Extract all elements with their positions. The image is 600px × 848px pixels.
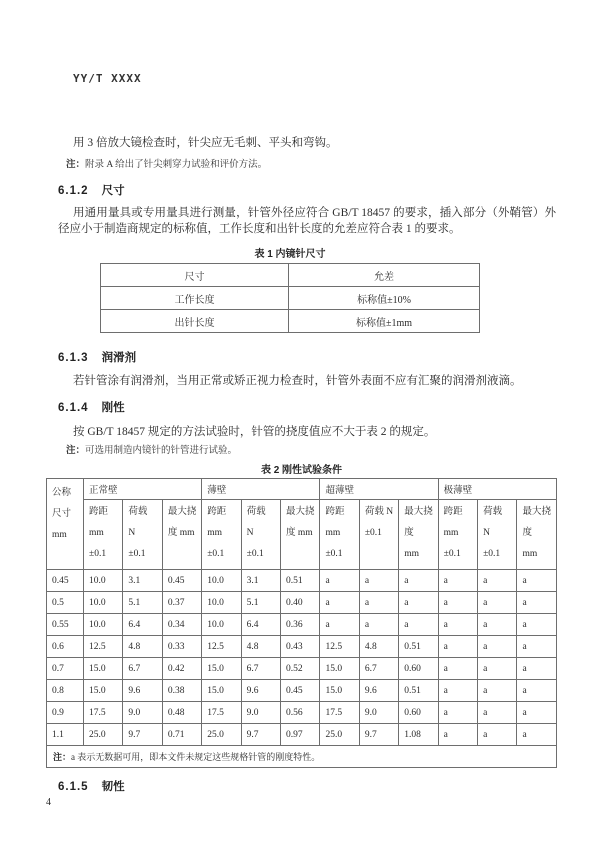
table2-cell: 12.5 <box>202 636 241 658</box>
note-prefix: 注： <box>66 445 86 456</box>
table2-group-header: 极薄壁 <box>438 479 556 500</box>
table2-cell: 3.1 <box>241 570 280 592</box>
table2-cell: 10.0 <box>202 570 241 592</box>
table2-cell: 6.4 <box>123 614 162 636</box>
header-line: 最大挠 <box>404 507 433 517</box>
table2-subheader-cell <box>84 500 123 570</box>
table2-cell: 5.1 <box>123 592 162 614</box>
table2-cell: a <box>478 702 517 724</box>
table2-cell: a <box>438 702 477 724</box>
intro-paragraph: 用 3 倍放大镜检查时，针尖应无毛刺、平头和弯钩。 <box>73 137 338 149</box>
table2-cell: 10.0 <box>84 592 123 614</box>
table1-cell: 标称值±10% <box>289 287 480 310</box>
table2-cell: 25.0 <box>202 724 241 746</box>
section-title: 刚性 <box>101 402 125 414</box>
section-heading-6-1-2 <box>58 182 600 198</box>
table2-cell: 0.45 <box>162 570 201 592</box>
table2-subheader-row <box>47 500 557 570</box>
table2-cell: a <box>478 724 517 746</box>
header-line: ±0.1 <box>128 549 146 559</box>
header-line: ±0.1 <box>483 549 501 559</box>
table2-subheader-cell <box>399 500 438 570</box>
table2-cell: 17.5 <box>84 702 123 724</box>
table2-group-header: 超薄壁 <box>320 479 438 500</box>
header-line: mm <box>325 528 341 538</box>
table2-cell: 0.60 <box>399 702 438 724</box>
section-title: 润滑剂 <box>101 352 137 364</box>
table2-row <box>47 636 557 658</box>
table2-cell: 15.0 <box>84 680 123 702</box>
table2-cell: 0.34 <box>162 614 201 636</box>
table2-subheader-cell <box>438 500 477 570</box>
note-prefix: 注： <box>53 752 72 762</box>
table2-cell: 15.0 <box>202 680 241 702</box>
table2-row <box>47 614 557 636</box>
header-line: 度 <box>404 528 414 538</box>
section-number: 6.1.2 <box>58 185 89 197</box>
header-line: 跨距 <box>207 507 227 517</box>
table2-cell: a <box>438 724 477 746</box>
section-heading-6-1-5 <box>58 778 600 794</box>
table2-cell: a <box>517 658 557 680</box>
table1-cell: 出针长度 <box>101 310 289 333</box>
table2-cell: 10.0 <box>84 570 123 592</box>
section-note-6-1-4 <box>66 444 600 458</box>
section-number: 6.1.5 <box>58 781 89 793</box>
table2-cell: 10.0 <box>84 614 123 636</box>
note-text: 可选用制造内镜针的针管进行试验。 <box>85 446 238 456</box>
table2-cell: a <box>320 570 359 592</box>
header-line: mm <box>89 528 104 538</box>
table2-cell: a <box>399 592 438 614</box>
table2-cell: 0.42 <box>162 658 201 680</box>
header-line: mm <box>52 530 67 540</box>
header-line: 度 mm <box>286 528 313 538</box>
table2-rigidity-test-conditions <box>46 478 557 768</box>
table2-cell: 6.7 <box>123 658 162 680</box>
table2-cell: 0.5 <box>47 592 84 614</box>
header-line: 最大挠 <box>167 507 197 517</box>
table2-cell: 15.0 <box>84 658 123 680</box>
header-line: 公称 <box>52 488 72 498</box>
table2-cell: 0.36 <box>281 614 320 636</box>
header-line: 荷载 <box>246 507 266 517</box>
section-number: 6.1.4 <box>58 402 89 414</box>
section-heading-6-1-4 <box>58 399 600 415</box>
table2-subheader-cell <box>281 500 320 570</box>
doc-header: YY/T XXXX <box>73 72 142 85</box>
header-line: ±0.1 <box>89 549 107 559</box>
section-body-6-1-4: 按 GB/T 18457 规定的方法试验时，针管的挠度值应不大于表 2 的规定。 <box>73 426 436 438</box>
section-title: 韧性 <box>101 781 125 793</box>
table1-header-cell: 尺寸 <box>101 264 289 287</box>
table2-cell: 15.0 <box>320 658 359 680</box>
table2-cell: a <box>517 570 557 592</box>
table2-cell: 9.7 <box>359 724 398 746</box>
table2-cell: a <box>517 592 557 614</box>
table2-cell: a <box>438 592 477 614</box>
table2-cell: 0.51 <box>399 680 438 702</box>
table2-corner-header <box>47 479 84 570</box>
table2-cell: a <box>359 614 398 636</box>
table2-subheader-cell <box>320 500 359 570</box>
section-body-6-1-3: 若针管涂有润滑剂，当用正常或矫正视力检查时，针管外表面不应有汇聚的润滑剂液滴。 <box>73 375 522 387</box>
table2-cell: 5.1 <box>241 592 280 614</box>
table2-cell: a <box>517 724 557 746</box>
header-line: 跨距 <box>89 507 109 517</box>
table2-cell: a <box>478 592 517 614</box>
page-number: 4 <box>46 797 51 808</box>
table2-cell: a <box>517 614 557 636</box>
note-text: a 表示无数据可用，即本文件未规定这些规格针管的刚度特性。 <box>71 752 321 762</box>
table2-cell: a <box>359 592 398 614</box>
table2-cell: 15.0 <box>320 680 359 702</box>
header-line: mm <box>207 528 222 538</box>
table2-subheader-cell <box>478 500 517 570</box>
header-line: N <box>128 528 136 538</box>
table2-cell: 0.40 <box>281 592 320 614</box>
table2-subheader-cell <box>359 500 398 570</box>
table2-row <box>47 570 557 592</box>
table2-cell: a <box>438 614 477 636</box>
table2-cell: a <box>438 636 477 658</box>
table2-cell: 9.7 <box>241 724 280 746</box>
table2-cell: a <box>438 680 477 702</box>
header-line: 荷载 N <box>364 507 394 517</box>
table2-cell: 0.45 <box>47 570 84 592</box>
table2-cell: a <box>320 614 359 636</box>
table2-cell: a <box>438 658 477 680</box>
header-line: 度 mm <box>167 528 195 538</box>
table2-caption: 表 2 刚性试验条件 <box>260 465 343 476</box>
table1-cell: 工作长度 <box>101 287 289 310</box>
section-heading-6-1-3 <box>58 349 600 365</box>
table2-cell: 0.52 <box>281 658 320 680</box>
table2-cell: 9.6 <box>123 680 162 702</box>
table2-cell: 4.8 <box>359 636 398 658</box>
table2-group-header: 正常壁 <box>84 479 202 500</box>
table2-cell: 0.60 <box>399 658 438 680</box>
table2-cell: a <box>478 636 517 658</box>
header-line: ±0.1 <box>207 549 225 559</box>
table2-cell: a <box>517 702 557 724</box>
table1-row <box>101 310 480 333</box>
table2-cell: 25.0 <box>84 724 123 746</box>
header-line: 尺寸 <box>52 509 72 519</box>
table2-cell: 17.5 <box>202 702 241 724</box>
table2-cell: 0.97 <box>281 724 320 746</box>
section-title: 尺寸 <box>101 185 125 197</box>
table2-cell: 9.6 <box>359 680 398 702</box>
header-line: 度 <box>522 528 532 538</box>
table2-cell: a <box>478 570 517 592</box>
table2-cell: 12.5 <box>84 636 123 658</box>
table2-cell: 3.1 <box>123 570 162 592</box>
table1-endoscope-needle-dimensions <box>100 263 480 333</box>
table2-subheader-cell <box>517 500 557 570</box>
table2-cell: 0.7 <box>47 658 84 680</box>
header-line: mm <box>522 549 538 559</box>
header-line: 最大挠 <box>286 507 315 517</box>
table1-cell: 标称值±1mm <box>289 310 480 333</box>
table1-row <box>101 287 480 310</box>
table2-cell: 0.33 <box>162 636 201 658</box>
table2-cell: a <box>320 592 359 614</box>
table2-cell: a <box>438 570 477 592</box>
table2-group-header-row <box>47 479 557 500</box>
table2-cell: 9.0 <box>241 702 280 724</box>
table2-cell: a <box>359 570 398 592</box>
table2-cell: 0.9 <box>47 702 84 724</box>
header-line: ±0.1 <box>325 549 343 559</box>
table1-header-row <box>101 264 480 287</box>
table2-group-header: 薄壁 <box>202 479 320 500</box>
table2-subheader-cell <box>123 500 162 570</box>
header-line: 跨距 <box>325 507 345 517</box>
table2-cell: 0.71 <box>162 724 201 746</box>
table2-cell: 0.37 <box>162 592 201 614</box>
table2-note-row <box>47 746 557 768</box>
table1-header-cell: 允差 <box>289 264 480 287</box>
table2-cell: 0.43 <box>281 636 320 658</box>
table2-subheader-cell <box>162 500 201 570</box>
header-line: N <box>246 528 254 538</box>
table2-row <box>47 724 557 746</box>
table2-cell: 9.0 <box>359 702 398 724</box>
header-line: ±0.1 <box>443 549 461 559</box>
note-prefix: 注： <box>66 159 86 170</box>
table2-cell: 6.4 <box>241 614 280 636</box>
header-line: N <box>483 528 490 538</box>
header-line: 最大挠 <box>522 507 551 517</box>
table2-row <box>47 702 557 724</box>
table2-cell: 0.6 <box>47 636 84 658</box>
table2-cell: 6.7 <box>241 658 280 680</box>
table2-cell: a <box>399 570 438 592</box>
header-line: ±0.1 <box>364 528 382 538</box>
table2-cell: 4.8 <box>123 636 162 658</box>
table2-cell: a <box>478 658 517 680</box>
intro-note <box>66 158 600 172</box>
table2-row <box>47 592 557 614</box>
header-line: mm <box>443 528 459 538</box>
table2-cell: 10.0 <box>202 614 241 636</box>
table2-cell: 1.1 <box>47 724 84 746</box>
table2-subheader-cell <box>241 500 280 570</box>
header-line: 荷载 <box>483 507 503 517</box>
table2-cell: 6.7 <box>359 658 398 680</box>
header-line: ±0.1 <box>246 549 264 559</box>
table2-cell: a <box>478 614 517 636</box>
table2-cell: 17.5 <box>320 702 359 724</box>
table2-cell: 10.0 <box>202 592 241 614</box>
table2-cell: 0.51 <box>281 570 320 592</box>
table2-cell: 0.51 <box>399 636 438 658</box>
table1-caption: 表 1 内镜针尺寸 <box>254 249 326 260</box>
table2-cell: a <box>478 680 517 702</box>
table2-note-cell <box>47 746 557 768</box>
table2-cell: 12.5 <box>320 636 359 658</box>
table2-cell: 9.7 <box>123 724 162 746</box>
table2-cell: a <box>517 680 557 702</box>
table2-cell: a <box>517 636 557 658</box>
table2-cell: 4.8 <box>241 636 280 658</box>
table2-cell: 1.08 <box>399 724 438 746</box>
table2-cell: 0.48 <box>162 702 201 724</box>
table2-cell: 0.8 <box>47 680 84 702</box>
table2-cell: 0.55 <box>47 614 84 636</box>
table2-cell: a <box>399 614 438 636</box>
table2-cell: 0.38 <box>162 680 201 702</box>
note-text: 附录 A 给出了针尖刺穿力试验和评价方法。 <box>85 160 268 170</box>
header-line: mm <box>404 549 420 559</box>
header-line: 跨距 <box>443 507 463 517</box>
table2-cell: 0.45 <box>281 680 320 702</box>
table2-cell: 9.0 <box>123 702 162 724</box>
table2-cell: 25.0 <box>320 724 359 746</box>
table2-cell: 0.56 <box>281 702 320 724</box>
table2-row <box>47 658 557 680</box>
table2-row <box>47 680 557 702</box>
table2-subheader-cell <box>202 500 241 570</box>
section-number: 6.1.3 <box>58 352 89 364</box>
table2-cell: 9.6 <box>241 680 280 702</box>
header-line: 荷载 <box>128 507 148 517</box>
table2-cell: 15.0 <box>202 658 241 680</box>
section-body-6-1-2: 用通用量具或专用量具进行测量，针管外径应符合 GB/T 18457 的要求，插入部分（外鞘管）外径应小于制造商规定的标称值，工作长度和出针长度的允差应符合表 1 的要求。 <box>58 207 556 235</box>
